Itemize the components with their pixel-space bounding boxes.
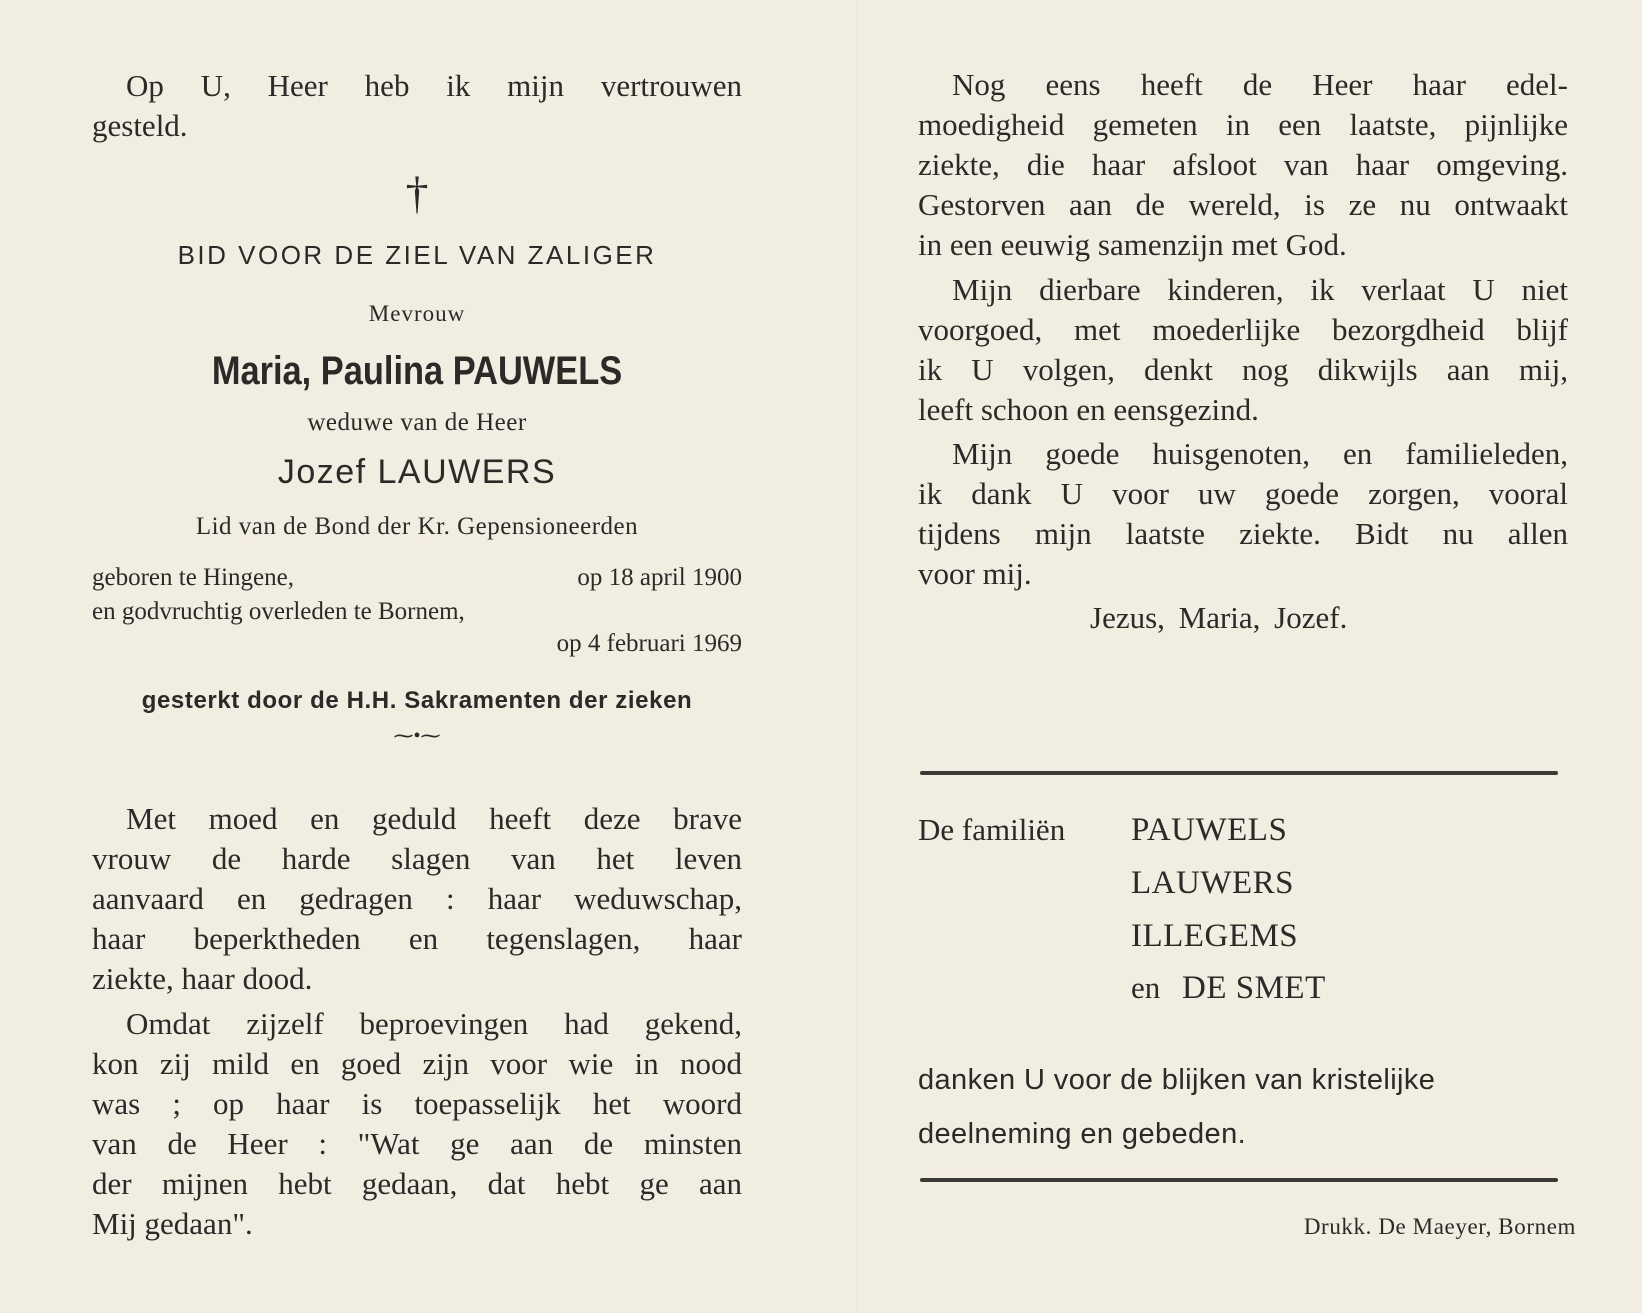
death-place: en godvruchtig overleden te Bornem,	[92, 598, 465, 625]
cross-icon: †	[405, 167, 429, 218]
text-line: haar beperktheden en tegenslagen, haar	[92, 921, 742, 956]
family-name: LAUWERS	[1131, 865, 1294, 901]
families-label: De familiën	[918, 812, 1066, 847]
bottom-rule	[920, 1178, 1558, 1182]
birth-date: op 18 april 1900	[577, 564, 742, 591]
text-line: Mij gedaan".	[92, 1206, 253, 1241]
thanks-line: deelneming en gebeden.	[918, 1118, 1247, 1150]
text-line: aanvaard en gedragen : haar weduwschap,	[92, 881, 742, 916]
text-line: Nog eens heeft de Heer haar edel-	[952, 67, 1568, 102]
text-line: ik U volgen, denkt nog dikwijls aan mij,	[918, 352, 1568, 387]
printer-credit: Drukk. De Maeyer, Bornem	[1303, 1214, 1576, 1239]
text-line: ziekte, die haar afsloot van haar omgeving.	[918, 147, 1568, 182]
text-line: Omdat zijzelf beproevingen had gekend,	[126, 1006, 742, 1041]
death-place-row	[92, 597, 742, 627]
left-page	[92, 0, 742, 1313]
birth-place: geboren te Hingene,	[92, 564, 295, 591]
text-line: vrouw de harde slagen van het leven	[92, 841, 742, 876]
text-line: van de Heer : "Wat ge aan de minsten	[92, 1126, 742, 1161]
card-fold	[857, 0, 859, 1313]
ornament-icon: ⁓•⁓	[393, 725, 441, 747]
text-line: Met moed en geduld heeft deze brave	[126, 801, 742, 836]
text-line: der mijnen hebt gedaan, dat hebt ge aan	[92, 1166, 742, 1201]
text-line: Mijn dierbare kinderen, ik verlaat U niet	[952, 272, 1568, 307]
title-mevrouw: Mevrouw	[368, 301, 466, 326]
paragraph-1	[918, 65, 1568, 265]
paragraph-3	[918, 434, 1568, 594]
birth-row	[92, 563, 742, 593]
text-line: ziekte, haar dood.	[92, 961, 313, 996]
thanks-block	[918, 1053, 1568, 1161]
sacraments: gesterkt door de H.H. Sakramenten der zieken	[141, 687, 693, 714]
text-line: voor mij.	[918, 556, 1032, 591]
text-line: leeft schoon en eensgezind.	[918, 392, 1259, 427]
motto-line: gesteld.	[92, 108, 188, 143]
right-page	[918, 0, 1576, 1313]
family-name: ILLEGEMS	[1131, 918, 1299, 954]
family-name: DE SMET	[1182, 970, 1326, 1006]
membership: Lid van de Bond der Kr. Gepensioneerden	[195, 513, 639, 540]
paragraph-2	[92, 1004, 742, 1244]
widow-of: weduwe van de Heer	[307, 409, 527, 436]
paragraph-2	[918, 270, 1568, 430]
top-rule	[920, 771, 1558, 775]
text-line: Mijn goede huisgenoten, en familieleden,	[952, 436, 1568, 471]
family-name: PAUWELS	[1131, 812, 1288, 848]
husband-name: Jozef LAUWERS	[277, 453, 557, 491]
deceased-name: Maria, Paulina PAUWELS	[211, 349, 623, 393]
thanks-line: danken U voor de blijken van kristelijke	[918, 1064, 1436, 1096]
text-line: voorgoed, met moederlijke bezorgdheid blijf	[918, 312, 1568, 347]
motto-line: Op U, Heer heb ik mijn vertrouwen	[126, 68, 742, 103]
text-line: was ; op haar is toepasselijk het woord	[92, 1086, 742, 1121]
text-line: in een eeuwig samenzijn met God.	[918, 227, 1347, 262]
text-line: tijdens mijn laatste ziekte. Bidt nu allen	[918, 516, 1568, 551]
motto	[92, 66, 742, 146]
text-line: ik dank U voor uw goede zorgen, vooral	[918, 476, 1568, 511]
paragraph-1	[92, 799, 742, 999]
text-line: Gestorven aan de wereld, is ze nu ontwaakt	[918, 187, 1568, 222]
families-conjunction: en	[1131, 970, 1161, 1005]
text-line: moedigheid gemeten in een laatste, pijnlijke	[918, 107, 1568, 142]
prayer-heading: BID VOOR DE ZIEL VAN ZALIGER	[177, 240, 657, 270]
death-date: op 4 februari 1969	[556, 630, 742, 657]
death-date-row	[92, 629, 742, 659]
text-line: kon zij mild en goed zijn voor wie in nood	[92, 1046, 742, 1081]
closing-prayer: Jezus, Maria, Jozef.	[1090, 600, 1348, 635]
